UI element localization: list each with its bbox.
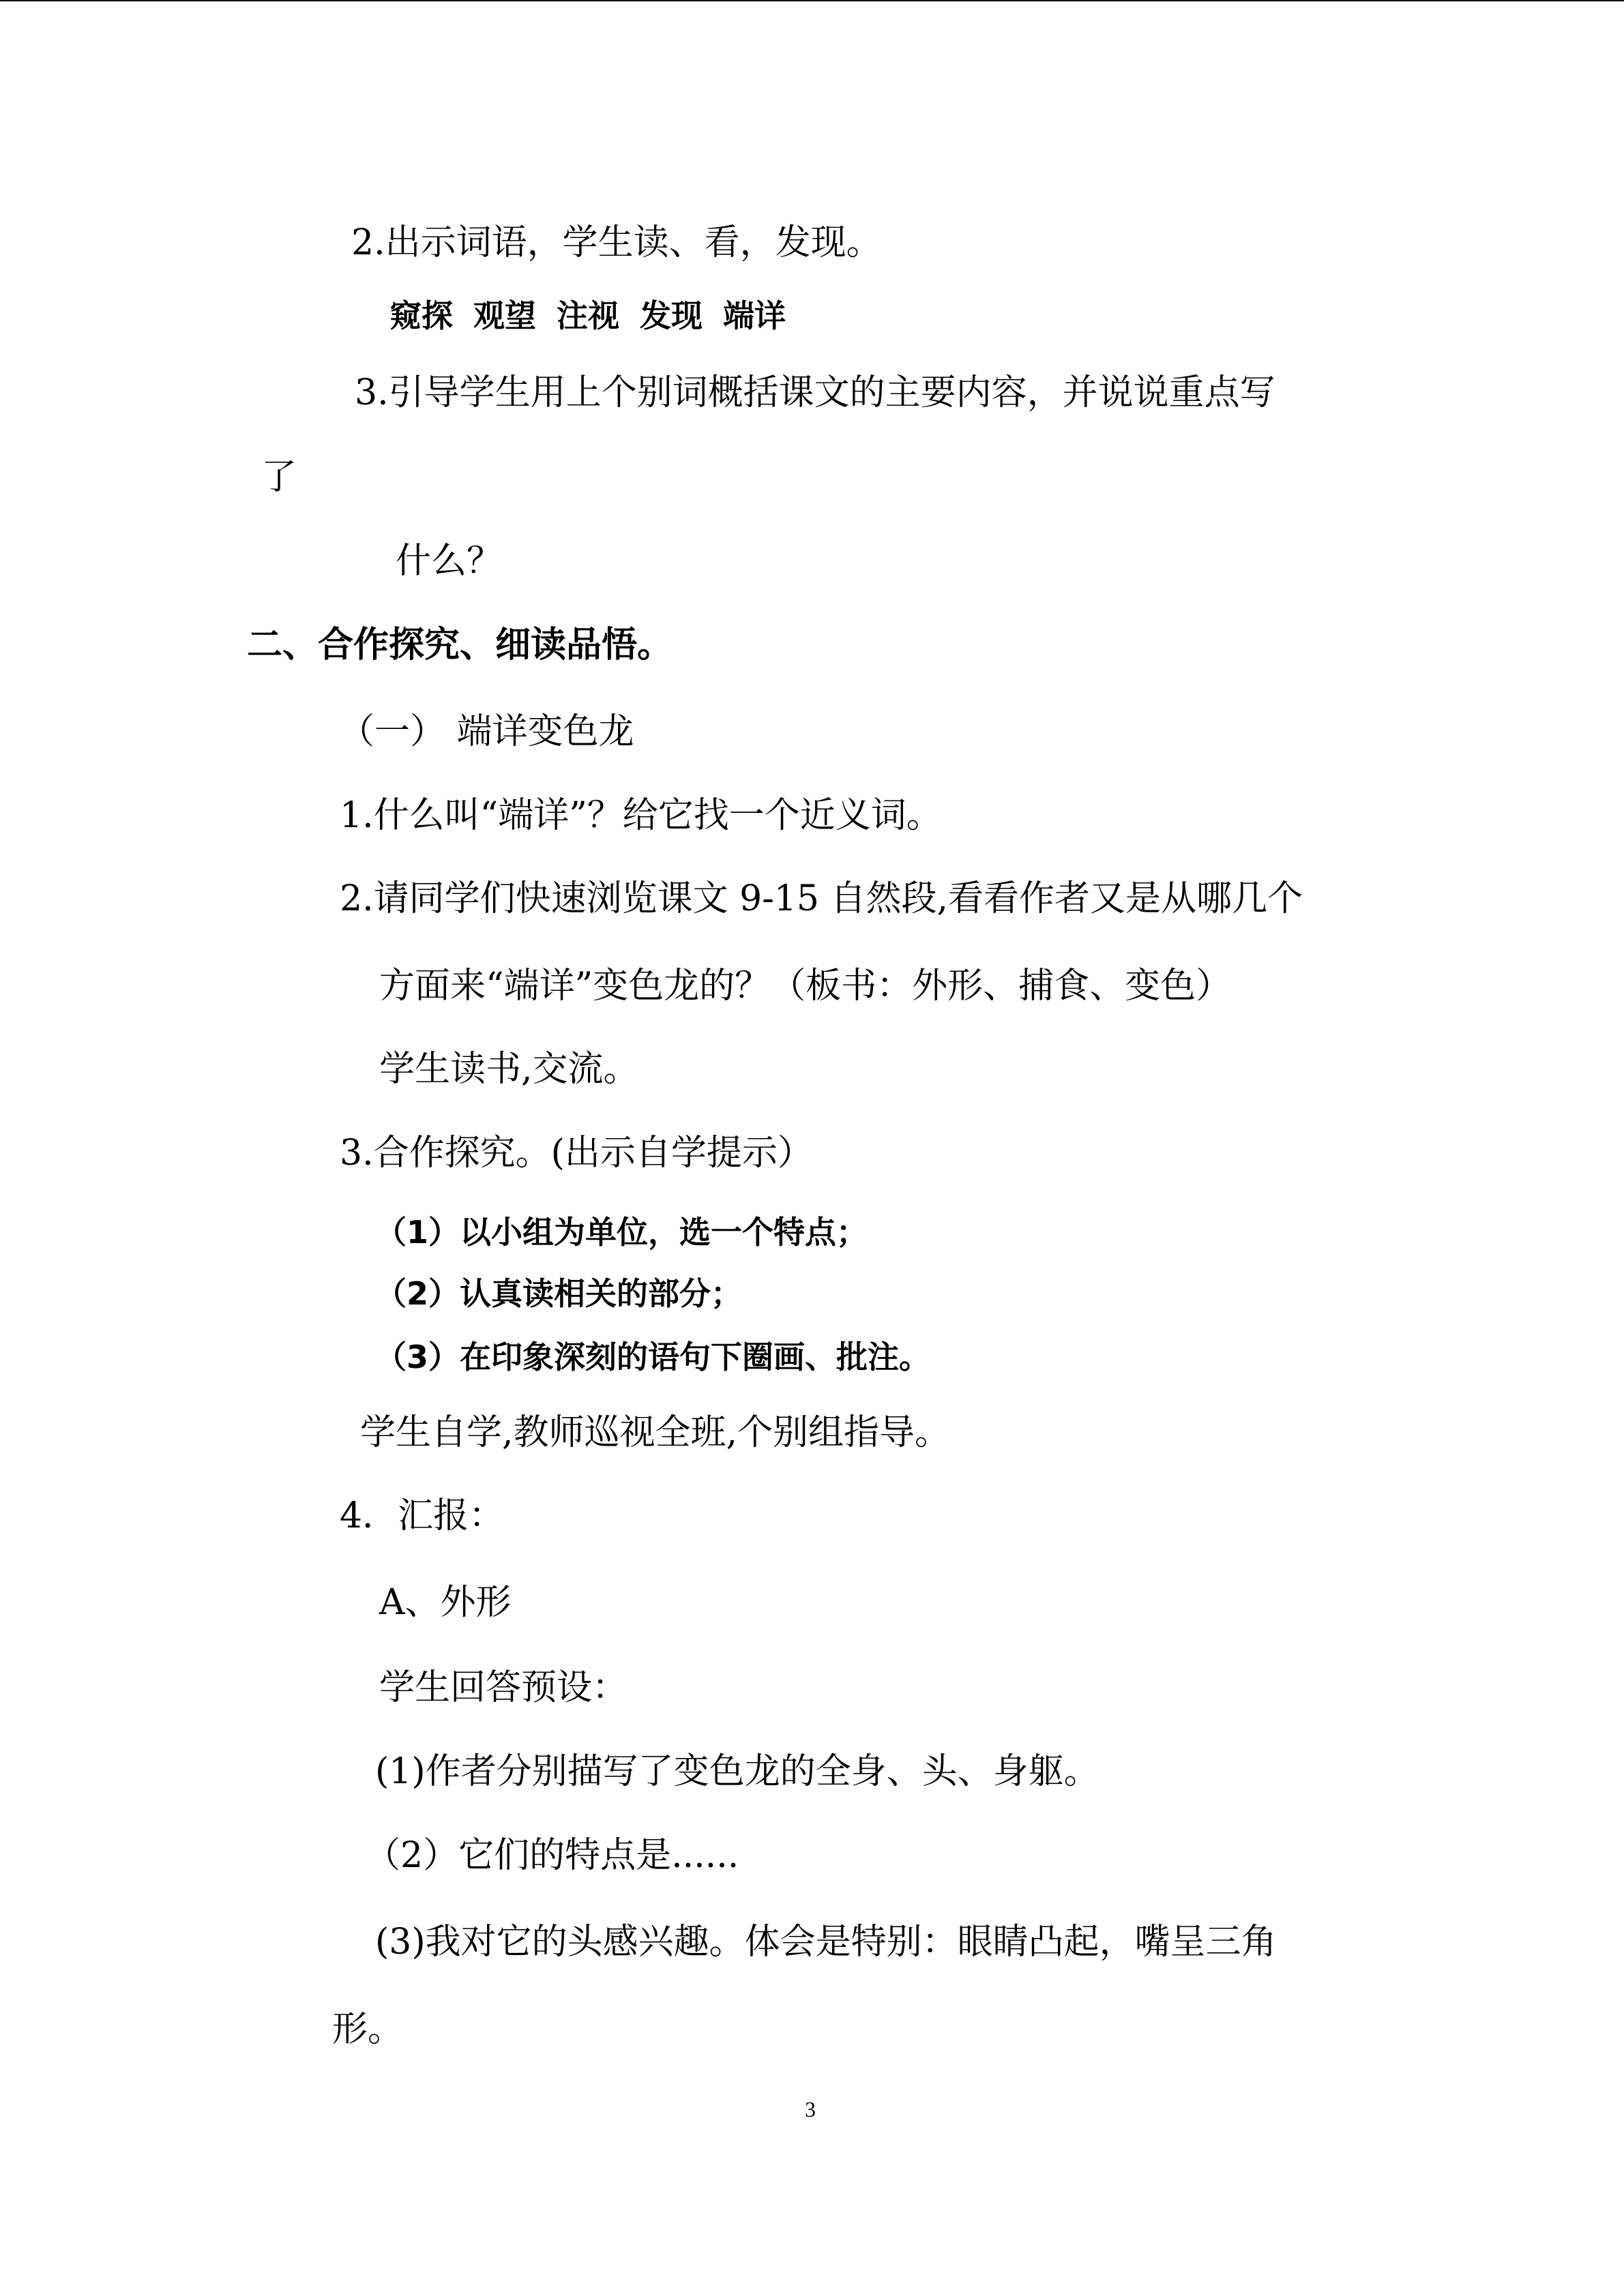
text-line: 了: [261, 457, 297, 498]
text-line: 2.请同学们快速浏览课文 9-15 自然段,看看作者又是从哪几个: [340, 878, 1303, 919]
text-line: （2）它们的特点是......: [365, 1835, 739, 1876]
text-line: A、外形: [379, 1582, 512, 1623]
text-line: 3.引导学生用上个别词概括课文的主要内容，并说说重点写: [355, 372, 1275, 413]
text-line: (3)我对它的头感兴趣。体会是特别：眼睛凸起，嘴呈三角: [375, 1922, 1277, 1963]
text-line: 学生回答预设：: [379, 1667, 628, 1708]
bold-tip-line: （3）在印象深刻的语句下圈画、批注。: [375, 1339, 931, 1375]
text-line: 4．汇报：: [340, 1495, 505, 1536]
text-line: 2.出示词语，学生读、看，发现。: [351, 222, 882, 263]
text-line: 什么？: [396, 541, 503, 582]
bold-tip-line: （2）认真读相关的部分；: [375, 1275, 743, 1312]
text-line: 1.什么叫“端详”？给它找一个近义词。: [340, 795, 942, 836]
section-heading: 二、合作探究、细读品悟。: [247, 625, 673, 666]
page-number: 3: [805, 2097, 816, 2121]
text-line: (1)作者分别描写了变色龙的全身、头、身躯。: [375, 1751, 1099, 1792]
vocabulary-line: 窥探 观望 注视 发现 端详: [390, 297, 786, 334]
text-line: 学生读书,交流。: [379, 1049, 639, 1090]
text-line: 学生自学,教师巡视全班,个别组指导。: [360, 1412, 951, 1453]
subsection-heading: （一） 端详变色龙: [339, 711, 634, 752]
text-line: 方面来“端详”变色龙的？（板书：外形、捕食、变色）: [379, 966, 1232, 1007]
text-line: 3.合作探究。(出示自学提示）: [340, 1133, 813, 1174]
bold-tip-line: （1）以小组为单位，选一个特点；: [375, 1214, 868, 1251]
text-line: 形。: [332, 2009, 404, 2050]
